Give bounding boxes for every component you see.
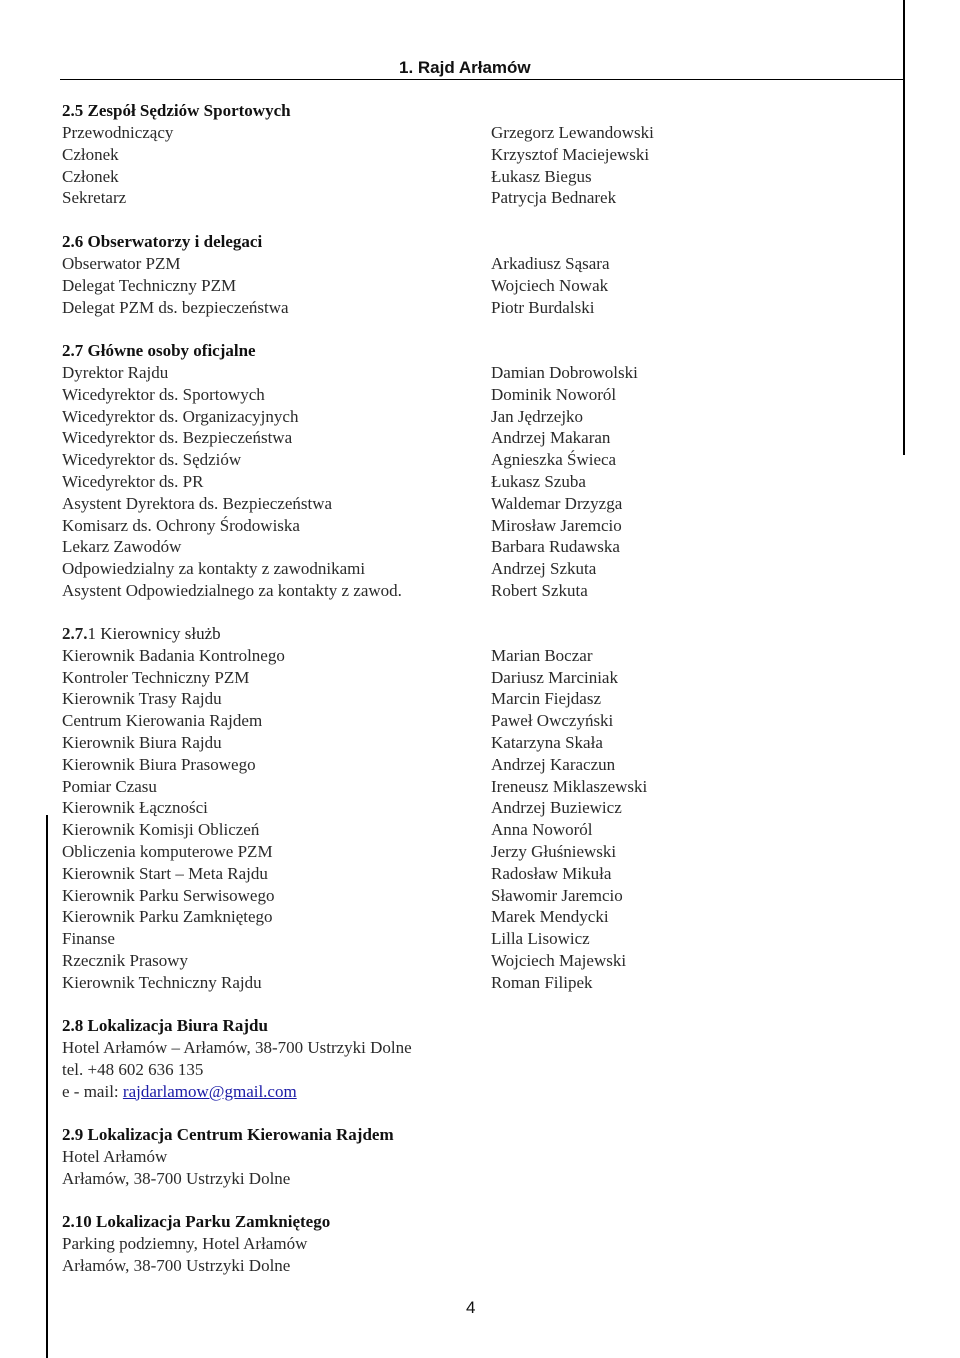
person-name: Andrzej Makaran: [491, 428, 611, 448]
role-label: Centrum Kierowania Rajdem: [62, 711, 263, 731]
role-label: Przewodniczący: [62, 123, 174, 142]
role-label: Kierownik Badania Kontrolnego: [62, 645, 285, 665]
list-item: [62, 645, 942, 667]
role-label: Wicedyrektor ds. Sportowych: [62, 384, 265, 404]
page-number: 4: [466, 1298, 476, 1317]
section-title: 2.9 Lokalizacja Centrum Kierowania Rajdem: [62, 1125, 394, 1144]
role-label: Kierownik Start – Meta Rajdu: [62, 863, 268, 883]
role-label: Kierownik Parku Serwisowego: [62, 885, 275, 905]
list-item: [62, 187, 942, 209]
list-item: [62, 776, 942, 798]
person-name: Wojciech Majewski: [491, 950, 627, 970]
list-item: [62, 536, 942, 558]
person-name: Ireneusz Miklaszewski: [491, 776, 648, 796]
person-name: Paweł Owczyński: [491, 711, 614, 731]
address-line: Arłamów, 38-700 Ustrzyki Dolne: [62, 1255, 291, 1275]
role-label: Wicedyrektor ds. Sędziów: [62, 450, 242, 470]
role-label: Pomiar Czasu: [62, 776, 157, 796]
role-label: Delegat PZM ds. bezpieczeństwa: [62, 297, 289, 317]
list-item: [62, 885, 942, 907]
role-label: Finanse: [62, 929, 115, 949]
email-line: [62, 1081, 942, 1103]
person-name: Jerzy Głuśniewski: [491, 841, 617, 861]
list-item: [62, 515, 942, 537]
person-name: Wojciech Nowak: [491, 275, 609, 295]
address-line: Hotel Arłamów: [62, 1147, 168, 1166]
section-control-center-location: [62, 1124, 942, 1190]
list-item: [62, 819, 942, 841]
person-name: Robert Szkuta: [491, 580, 588, 600]
list-item: [62, 688, 942, 710]
person-name: Agnieszka Świeca: [491, 450, 617, 470]
left-margin-rule: [46, 815, 48, 1358]
role-label: Kierownik Parku Zamkniętego: [62, 907, 273, 927]
document-header-title: 1. Rajd Arłamów: [399, 58, 531, 77]
role-label: Kontroler Techniczny PZM: [62, 667, 250, 687]
person-name: Damian Dobrowolski: [491, 363, 638, 382]
list-item: [62, 166, 942, 188]
person-name: Dominik Noworól: [491, 384, 617, 404]
role-label: Kierownik Techniczny Rajdu: [62, 972, 262, 992]
person-name: Łukasz Szuba: [491, 471, 586, 491]
role-label: Kierownik Łączności: [62, 798, 208, 818]
list-item: [62, 275, 942, 297]
role-label: Kierownik Biura Rajdu: [62, 732, 222, 752]
list-item: [62, 253, 942, 275]
section-parc-ferme-location: [62, 1211, 942, 1277]
list-item: [62, 449, 942, 471]
list-item: [62, 384, 942, 406]
person-name: Dariusz Marciniak: [491, 667, 618, 687]
role-label: Kierownik Trasy Rajdu: [62, 689, 222, 709]
person-name: Grzegorz Lewandowski: [491, 123, 654, 142]
role-label: Członek: [62, 166, 119, 186]
list-item: [62, 580, 942, 602]
list-item: [62, 950, 942, 972]
role-label: Asystent Odpowiedzialnego za kontakty z zawod.: [62, 580, 402, 600]
person-name: Marek Mendycki: [491, 907, 609, 927]
person-name: Łukasz Biegus: [491, 166, 592, 186]
person-name: Krzysztof Maciejewski: [491, 144, 650, 164]
section-number: 2.7.: [62, 624, 88, 643]
person-name: Mirosław Jaremcio: [491, 515, 622, 535]
section-service-managers: [62, 623, 942, 994]
list-item: [62, 362, 942, 384]
person-name: Andrzej Karaczun: [491, 754, 616, 774]
person-name: Marcin Fiejdasz: [491, 689, 601, 709]
section-title-text: 1 Kierownicy służb: [87, 624, 221, 643]
email-prefix: e - mail:: [62, 1081, 123, 1101]
person-name: Roman Filipek: [491, 972, 593, 992]
role-label: Kierownik Biura Prasowego: [62, 754, 256, 774]
list-item: [62, 297, 942, 319]
role-label: Wicedyrektor ds. Organizacyjnych: [62, 406, 299, 426]
role-label: Komisarz ds. Ochrony Środowiska: [62, 515, 300, 535]
address-line: Arłamów, 38-700 Ustrzyki Dolne: [62, 1168, 291, 1188]
list-item: [62, 122, 942, 144]
address-line: Hotel Arłamów – Arłamów, 38-700 Ustrzyki Dolne: [62, 1038, 412, 1057]
role-label: Dyrektor Rajdu: [62, 363, 169, 382]
role-label: Obliczenia komputerowe PZM: [62, 841, 273, 861]
section-title: 2.7 Główne osoby oficjalne: [62, 341, 256, 360]
person-name: Sławomir Jaremcio: [491, 885, 623, 905]
person-name: Marian Boczar: [491, 645, 593, 665]
person-name: Anna Noworól: [491, 820, 593, 840]
list-item: [62, 144, 942, 166]
list-item: [62, 710, 942, 732]
role-label: Członek: [62, 144, 119, 164]
role-label: Asystent Dyrektora ds. Bezpieczeństwa: [62, 493, 333, 513]
role-label: Sekretarz: [62, 188, 127, 208]
person-name: Jan Jędrzejko: [491, 406, 584, 426]
list-item: [62, 928, 942, 950]
role-label: Lekarz Zawodów: [62, 537, 182, 557]
section-rally-office-location: [62, 1015, 942, 1102]
list-item: [62, 493, 942, 515]
person-name: Patrycja Bednarek: [491, 188, 617, 208]
header-rule: [60, 79, 903, 80]
person-name: Barbara Rudawska: [491, 537, 620, 557]
list-item: [62, 972, 942, 994]
person-name: Piotr Burdalski: [491, 297, 595, 317]
email-link[interactable]: rajdarlamow@gmail.com: [122, 1081, 297, 1101]
section-observers-delegates: [62, 231, 942, 318]
list-item: [62, 754, 942, 776]
role-label: Delegat Techniczny PZM: [62, 275, 237, 295]
list-item: [62, 427, 942, 449]
list-item: [62, 797, 942, 819]
role-label: Kierownik Komisji Obliczeń: [62, 820, 260, 840]
person-name: Waldemar Drzyzga: [491, 493, 623, 513]
list-item: [62, 667, 942, 689]
phone-line: tel. +48 602 636 135: [62, 1059, 204, 1079]
role-label: Wicedyrektor ds. PR: [62, 471, 204, 491]
person-name: Radosław Mikuła: [491, 863, 612, 883]
list-item: [62, 471, 942, 493]
person-name: Andrzej Buziewicz: [491, 798, 622, 818]
section-main-officials: [62, 340, 942, 602]
person-name: Arkadiusz Sąsara: [491, 254, 610, 273]
section-title: 2.10 Lokalizacja Parku Zamkniętego: [62, 1212, 331, 1231]
role-label: Obserwator PZM: [62, 254, 181, 273]
list-item: [62, 558, 942, 580]
role-label: Rzecznik Prasowy: [62, 950, 189, 970]
person-name: Andrzej Szkuta: [491, 559, 597, 579]
address-line: Parking podziemny, Hotel Arłamów: [62, 1234, 308, 1253]
section-sports-judges: [62, 100, 942, 209]
list-item: [62, 863, 942, 885]
role-label: Odpowiedzialny za kontakty z zawodnikami: [62, 559, 366, 579]
list-item: [62, 906, 942, 928]
section-title: 2.5 Zespół Sędziów Sportowych: [62, 101, 291, 120]
list-item: [62, 406, 942, 428]
section-title: 2.6 Obserwatorzy i delegaci: [62, 232, 263, 251]
person-name: Katarzyna Skała: [491, 732, 603, 752]
list-item: [62, 732, 942, 754]
person-name: Lilla Lisowicz: [491, 929, 590, 949]
section-title: [62, 623, 942, 645]
role-label: Wicedyrektor ds. Bezpieczeństwa: [62, 428, 293, 448]
section-title: 2.8 Lokalizacja Biura Rajdu: [62, 1016, 268, 1035]
list-item: [62, 841, 942, 863]
